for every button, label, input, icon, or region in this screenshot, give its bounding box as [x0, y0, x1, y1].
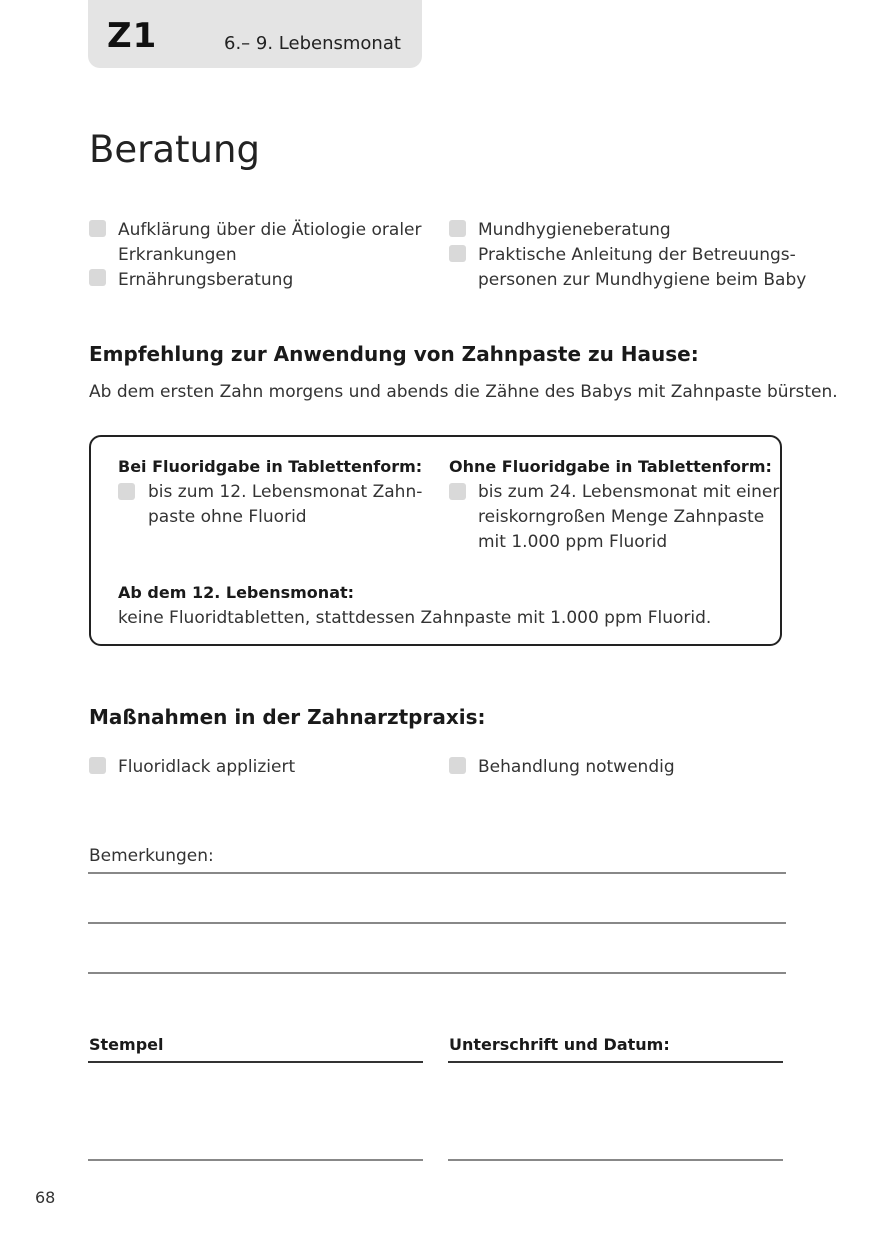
item-anleitung-line1: Praktische Anleitung der Betreuungs-	[478, 245, 796, 265]
checkbox-aetiologie[interactable]	[89, 220, 106, 237]
item-ernaehrung: Ernährungsberatung	[118, 270, 294, 290]
signature-top-line	[448, 1061, 783, 1063]
item-anleitung	[478, 243, 806, 293]
fluorid-right-heading: Ohne Fluoridgabe in Tablettenform:	[449, 457, 772, 476]
stamp-top-line	[88, 1061, 423, 1063]
stamp-bottom-line[interactable]	[88, 1159, 423, 1161]
fluorid-right-line3: mit 1.000 ppm Fluorid	[478, 532, 668, 552]
zahnpaste-intro: Ab dem ersten Zahn morgens und abends die Zähne des Babys mit Zahnpaste bürsten.	[89, 382, 838, 402]
checkbox-mundhygiene[interactable]	[449, 220, 466, 237]
item-behandlung: Behandlung notwendig	[478, 757, 675, 777]
item-aetiologie-line2: Erkrankungen	[118, 245, 237, 265]
fluorid-right-line2: reiskorngroßen Menge Zahnpaste	[478, 507, 765, 527]
checkbox-ohne-fluorid[interactable]	[118, 483, 135, 500]
zahnpaste-heading: Empfehlung zur Anwendung von Zahnpaste zu Hause:	[89, 342, 699, 366]
praxis-heading: Maßnahmen in der Zahnarztpraxis:	[89, 705, 486, 729]
item-aetiologie-line1: Aufklärung über die Ätiologie oraler	[118, 220, 422, 240]
fluorid-left-line1: bis zum 12. Lebensmonat Zahn-	[148, 482, 423, 502]
page-title: Beratung	[89, 128, 260, 171]
remarks-line-1[interactable]	[88, 872, 786, 874]
checkbox-behandlung[interactable]	[449, 757, 466, 774]
checkbox-fluoridlack[interactable]	[89, 757, 106, 774]
remarks-line-2[interactable]	[88, 922, 786, 924]
fluorid-left-line2: paste ohne Fluorid	[148, 507, 307, 527]
item-mundhygiene: Mundhygieneberatung	[478, 220, 671, 240]
remarks-label: Bemerkungen:	[89, 846, 214, 866]
checkbox-anleitung[interactable]	[449, 245, 466, 262]
signature-label: Unterschrift und Datum:	[449, 1035, 670, 1054]
after-12-heading: Ab dem 12. Lebensmonat:	[118, 583, 355, 602]
fluorid-right-line1: bis zum 24. Lebensmonat mit einer	[478, 482, 780, 502]
stamp-label: Stempel	[89, 1035, 164, 1054]
section-code: Z1	[107, 16, 158, 56]
page-number: 68	[35, 1188, 56, 1207]
section-subtitle: 6.– 9. Lebensmonat	[224, 33, 401, 54]
remarks-line-3[interactable]	[88, 972, 786, 974]
fluorid-right-text	[478, 480, 779, 555]
checkbox-ernaehrung[interactable]	[89, 269, 106, 286]
fluorid-left-text	[148, 480, 422, 530]
checkbox-reiskorn[interactable]	[449, 483, 466, 500]
item-anleitung-line2: personen zur Mundhygiene beim Baby	[478, 270, 807, 290]
fluorid-left-heading: Bei Fluoridgabe in Tablettenform:	[118, 457, 423, 476]
signature-bottom-line[interactable]	[448, 1159, 783, 1161]
after-12-text: keine Fluoridtabletten, stattdessen Zahnpaste mit 1.000 ppm Fluorid.	[118, 608, 712, 628]
item-fluoridlack: Fluoridlack appliziert	[118, 757, 296, 777]
item-aetiologie	[118, 218, 422, 268]
